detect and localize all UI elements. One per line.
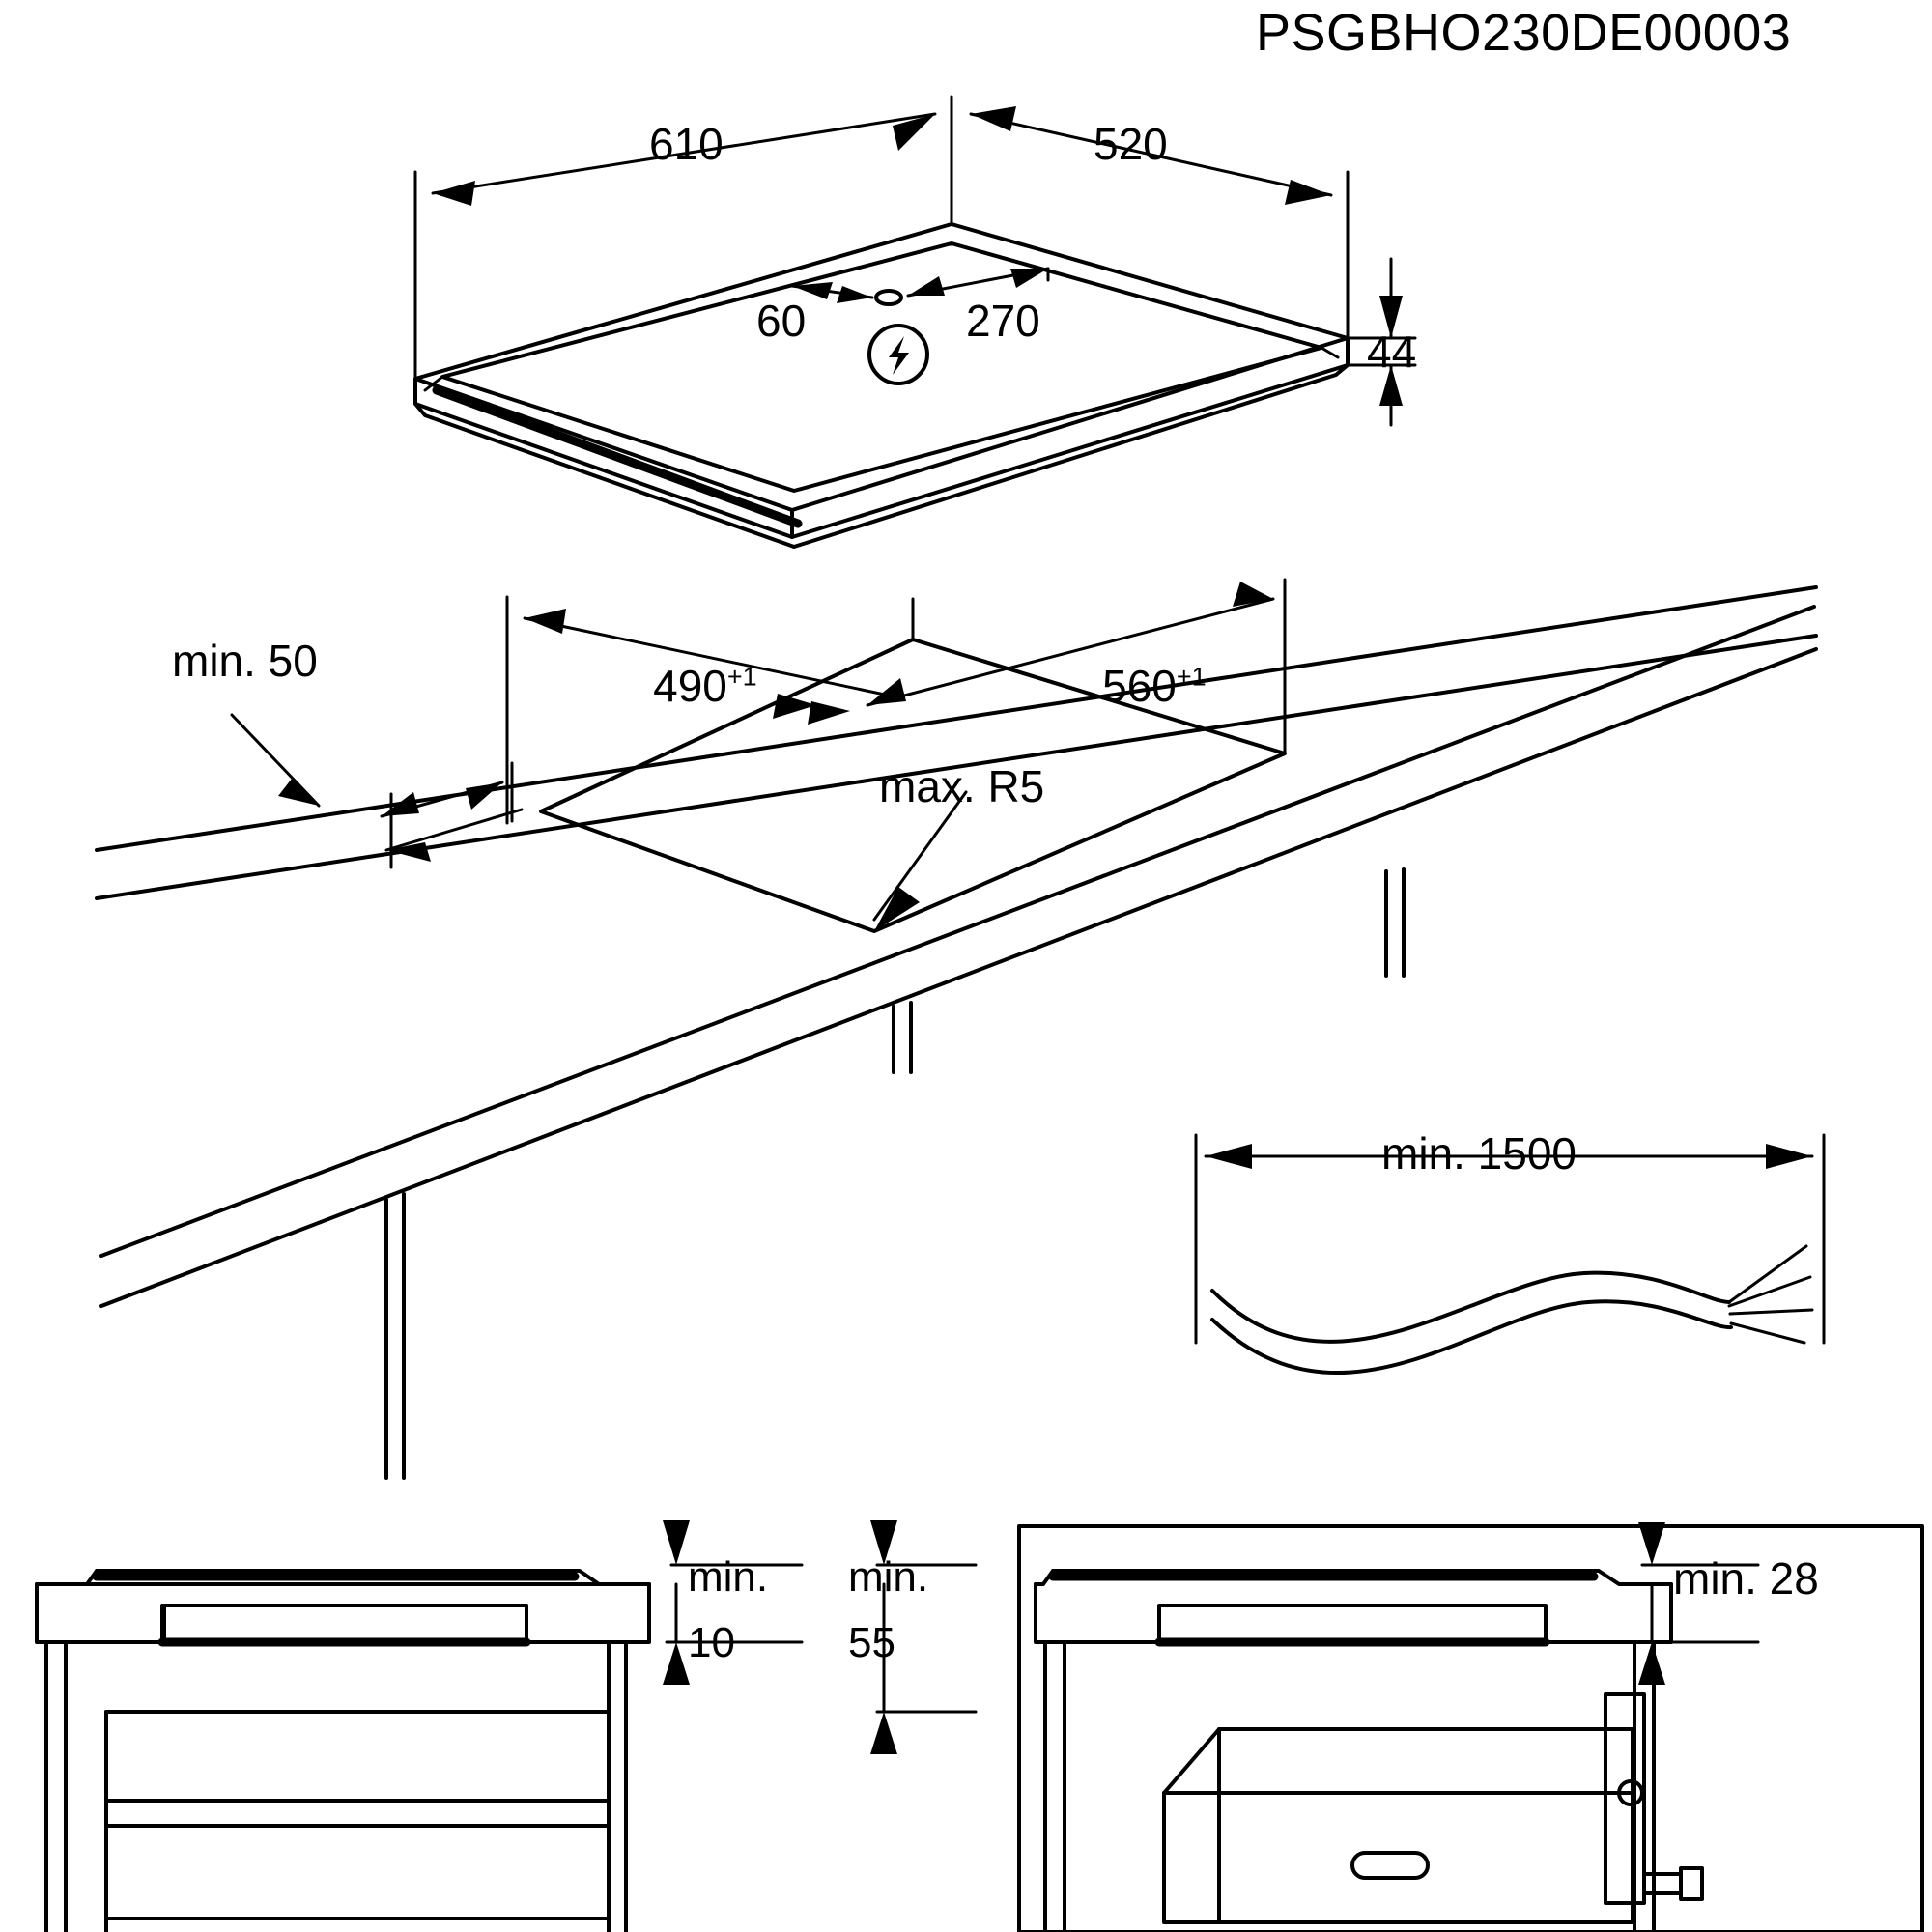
dim-cutout-depth	[604, 616, 757, 756]
dim-cable-length: min. 1500	[1381, 1128, 1577, 1179]
document-code: PSGBHO230DE00003	[1256, 4, 1792, 62]
dim-cutout-depth-tolerance: +1	[726, 662, 757, 692]
dim-cutout-depth-value: 490	[653, 661, 727, 712]
dim-appliance-width: 610	[649, 119, 724, 169]
dim-cutout-width-value: 560	[1102, 661, 1177, 712]
dim-gap-min-55-label: min.	[848, 1553, 929, 1601]
dim-appliance-height: 44	[1367, 327, 1417, 377]
dim-gap-min-10-label: min.	[688, 1553, 769, 1601]
dim-rear-distance: min. 50	[172, 636, 318, 686]
dim-cutout-width	[1053, 616, 1207, 756]
dim-gap-min-10-value: 10	[688, 1619, 735, 1666]
dim-gap-min-28: min. 28	[1673, 1553, 1819, 1604]
dim-appliance-depth: 520	[1094, 119, 1168, 169]
hob-top-view	[415, 97, 1415, 547]
dim-corner-radius: max. R5	[879, 761, 1045, 811]
worktop-cutout-view	[97, 580, 1816, 1478]
dim-gap-min-55-value: 55	[848, 1619, 895, 1666]
dim-connection-offset-left: 60	[756, 296, 807, 346]
dim-connection-offset-right: 270	[966, 296, 1040, 346]
dim-cutout-width-tolerance: +1	[1176, 662, 1207, 692]
section-left-view	[37, 1520, 976, 1932]
